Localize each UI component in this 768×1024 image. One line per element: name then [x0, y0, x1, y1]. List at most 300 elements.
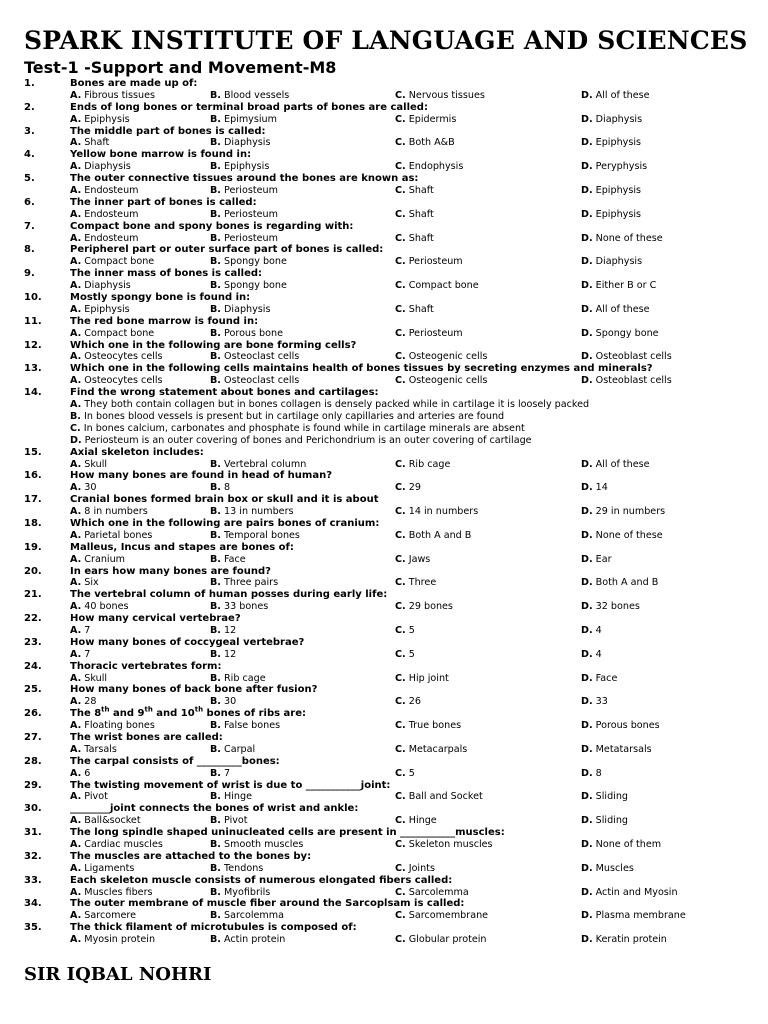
- option-c: C. 5: [395, 767, 415, 779]
- option-letter: D.: [581, 791, 593, 803]
- option-c: C. Sarcomembrane: [395, 910, 489, 922]
- option-letter: D.: [581, 910, 593, 922]
- option-a: A. Epiphysis: [70, 113, 130, 125]
- option-letter: B.: [210, 375, 221, 387]
- option-a: A. Osteocytes cells: [70, 351, 163, 363]
- option-b: B. Sarcolemma: [210, 910, 285, 922]
- option-c: C. Joints: [395, 862, 435, 874]
- option-b: B. Blood vessels: [210, 89, 290, 101]
- option-d: D. Plasma membrane: [581, 910, 686, 922]
- option-c: C. Metacarpals: [395, 743, 468, 755]
- question-number: 16.: [24, 470, 42, 482]
- option-letter: C.: [395, 720, 406, 732]
- option-a: A. 8 in numbers: [70, 506, 148, 518]
- question-number: 1.: [24, 78, 35, 89]
- question-text-part: The 8: [70, 708, 102, 720]
- option-letter: A.: [70, 399, 82, 411]
- option-d: D. Face: [581, 672, 618, 684]
- question-number: 15.: [24, 446, 42, 458]
- option-c: C. Shaft: [395, 185, 434, 197]
- option-letter: A.: [70, 934, 82, 946]
- option-letter: B.: [210, 624, 221, 636]
- question-item: [24, 268, 754, 292]
- option-letter: C.: [395, 696, 406, 708]
- option-letter: D.: [581, 815, 593, 827]
- question-item: [24, 875, 754, 899]
- option-d: D. Osteoblast cells: [581, 375, 672, 387]
- option-letter: C.: [395, 934, 406, 946]
- question-number: 25.: [24, 684, 42, 696]
- question-list: [24, 78, 754, 946]
- option-letter: C.: [395, 375, 406, 387]
- option-letter: A.: [70, 232, 82, 244]
- question-text: Peripherel part or outer surface part of bones is called:: [70, 244, 384, 256]
- question-item: [24, 340, 754, 364]
- question-text: The outer membrane of muscle fiber around the Sarcoplsam is called:: [70, 898, 465, 910]
- question-text: Ends of long bones or terminal broad parts of bones are called:: [70, 101, 428, 113]
- question-text: Which one in the following are bone forming cells?: [70, 339, 357, 351]
- option-d: D. All of these: [581, 303, 650, 315]
- question-text: Thoracic vertebrates form:: [70, 660, 222, 672]
- option-letter: C.: [395, 137, 406, 149]
- option-d: D. Ear: [581, 553, 612, 565]
- option-b: B. Hinge: [210, 791, 252, 803]
- option-letter: D.: [581, 482, 593, 494]
- option-a: A. 7: [70, 648, 91, 660]
- option-b: B. Diaphysis: [210, 303, 271, 315]
- question-number: 27.: [24, 731, 42, 743]
- option-b: B. Myofibrils: [210, 886, 271, 898]
- option-c: C. Ball and Socket: [395, 791, 483, 803]
- option-letter: C.: [395, 208, 406, 220]
- option-letter: B.: [210, 601, 221, 613]
- option-b: B. Epiphysis: [210, 161, 270, 173]
- statement-option-d: D. Periosteum is an outer covering of bones and Perichondrium is an outer covering of cartilage: [70, 434, 532, 446]
- option-a: A. 6: [70, 767, 91, 779]
- option-letter: B.: [210, 482, 221, 494]
- question-number: 9.: [24, 268, 35, 280]
- question-text: Axial skeleton includes:: [70, 446, 204, 458]
- option-letter: D.: [581, 648, 593, 660]
- question-item: [24, 197, 754, 221]
- option-d: D. Metatarsals: [581, 743, 652, 755]
- question-number: 5.: [24, 173, 35, 185]
- option-d: D. Diaphysis: [581, 113, 643, 125]
- question-text-part: and 10: [152, 708, 195, 720]
- option-c: C. Nervous tissues: [395, 89, 485, 101]
- option-letter: C.: [395, 280, 406, 292]
- question-text: The thick filament of microtubules is composed of:: [70, 922, 357, 934]
- option-b: B. Epimysium: [210, 113, 277, 125]
- question-number: 8.: [24, 244, 35, 256]
- question-item: [24, 780, 754, 804]
- question-text: How many bones of back bone after fusion?: [70, 684, 318, 696]
- option-letter: C.: [395, 458, 406, 470]
- question-number: 4.: [24, 149, 35, 161]
- option-d: D. Actin and Myosin: [581, 886, 678, 898]
- question-item: [24, 244, 754, 268]
- option-letter: D.: [581, 185, 593, 197]
- option-d: D. 29 in numbers: [581, 506, 666, 518]
- question-text: How many bones of coccygeal vertebrae?: [70, 636, 305, 648]
- option-letter: D.: [581, 89, 593, 101]
- option-d: D. Epiphysis: [581, 185, 641, 197]
- option-letter: C.: [395, 791, 406, 803]
- question-text: The inner part of bones is called:: [70, 196, 257, 208]
- option-letter: B.: [210, 303, 221, 315]
- ordinal-suffix: th: [144, 705, 153, 714]
- question-number: 13.: [24, 363, 42, 375]
- question-number: 29.: [24, 779, 42, 791]
- question-text: The twisting movement of wrist is due to ___________joint:: [70, 779, 391, 791]
- option-letter: D.: [581, 862, 593, 874]
- option-d: D. 33: [581, 696, 608, 708]
- option-a: A. Compact bone: [70, 327, 155, 339]
- option-letter: B.: [210, 208, 221, 220]
- question-number: 14.: [24, 387, 42, 399]
- option-letter: C.: [395, 113, 406, 125]
- option-d: D. Keratin protein: [581, 934, 667, 946]
- option-d: D. Peryphysis: [581, 161, 648, 173]
- question-text: Bones are made up of:: [70, 78, 198, 89]
- option-letter: B.: [210, 696, 221, 708]
- option-b: B. Tendons: [210, 862, 264, 874]
- question-text: The vertebral column of human posses during early life:: [70, 589, 388, 601]
- option-a: A. 7: [70, 624, 91, 636]
- option-c: C. 26: [395, 696, 421, 708]
- option-letter: A.: [70, 303, 82, 315]
- option-c: C. Periosteum: [395, 256, 463, 268]
- question-number: 6.: [24, 196, 35, 208]
- option-a: A. Ball&socket: [70, 815, 141, 827]
- option-d: D. 4: [581, 624, 602, 636]
- option-letter: C.: [395, 161, 406, 173]
- question-item: [24, 898, 754, 922]
- option-letter: A.: [70, 280, 82, 292]
- option-letter: D.: [581, 351, 593, 363]
- question-text: The outer connective tissues around the bones are known as:: [70, 173, 419, 185]
- option-letter: D.: [581, 553, 593, 565]
- option-letter: D.: [581, 529, 593, 541]
- option-d: D. Epiphysis: [581, 137, 641, 149]
- option-a: A. 30: [70, 482, 97, 494]
- option-letter: B.: [210, 113, 221, 125]
- question-item: [24, 613, 754, 637]
- option-b: B. Periosteum: [210, 232, 278, 244]
- option-letter: B.: [210, 815, 221, 827]
- option-b: B. Spongy bone: [210, 280, 287, 292]
- question-item: [24, 363, 754, 387]
- option-b: B. 30: [210, 696, 237, 708]
- option-d: D. Muscles: [581, 862, 634, 874]
- option-letter: C.: [395, 601, 406, 613]
- option-letter: B.: [210, 529, 221, 541]
- option-letter: B.: [210, 886, 221, 898]
- option-letter: A.: [70, 375, 82, 387]
- option-d: D. None of these: [581, 232, 663, 244]
- option-letter: D.: [581, 113, 593, 125]
- option-letter: C.: [395, 89, 406, 101]
- option-b: B. Osteoclast cells: [210, 375, 300, 387]
- option-letter: D.: [581, 696, 593, 708]
- question-text: Which one in the following are pairs bones of cranium:: [70, 517, 380, 529]
- author-name: SIR IQBAL NOHRI: [24, 964, 212, 985]
- option-letter: D.: [581, 137, 593, 149]
- question-number: 7.: [24, 220, 35, 232]
- option-b: B. 12: [210, 624, 237, 636]
- option-letter: C.: [395, 232, 406, 244]
- option-c: C. Jaws: [395, 553, 431, 565]
- option-a: A. Floating bones: [70, 720, 155, 732]
- option-c: C. Periosteum: [395, 327, 463, 339]
- option-b: B. Pivot: [210, 815, 248, 827]
- option-letter: A.: [70, 648, 82, 660]
- question-text-part: and 9: [109, 708, 145, 720]
- option-a: A. Shaft: [70, 137, 110, 149]
- option-c: C. Compact bone: [395, 280, 479, 292]
- option-b: B. 7: [210, 767, 231, 779]
- option-letter: D.: [581, 886, 593, 898]
- question-text: How many cervical vertebrae?: [70, 613, 241, 625]
- option-letter: A.: [70, 351, 82, 363]
- option-b: B. Temporal bones: [210, 529, 300, 541]
- option-c: C. Osteogenic cells: [395, 351, 488, 363]
- question-number: 22.: [24, 613, 42, 625]
- question-number: 11.: [24, 315, 42, 327]
- option-letter: A.: [70, 672, 82, 684]
- question-text: Find the wrong statement about bones and cartilages:: [70, 387, 379, 399]
- option-b: B. Carpal: [210, 743, 256, 755]
- question-number: 28.: [24, 755, 42, 767]
- option-c: C. Sarcolemma: [395, 886, 469, 898]
- option-a: A. Cranium: [70, 553, 125, 565]
- question-item: [24, 827, 754, 851]
- option-b: B. 8: [210, 482, 231, 494]
- question-text: Malleus, Incus and stapes are bones of:: [70, 541, 294, 553]
- option-letter: C.: [395, 529, 406, 541]
- question-number: 33.: [24, 874, 42, 886]
- option-c: C. Endophysis: [395, 161, 464, 173]
- ordinal-suffix: th: [194, 705, 204, 714]
- option-letter: A.: [70, 839, 82, 850]
- option-letter: D.: [70, 434, 82, 446]
- option-letter: A.: [70, 208, 82, 220]
- option-letter: D.: [581, 303, 593, 315]
- option-letter: D.: [581, 208, 593, 220]
- option-letter: D.: [581, 601, 593, 613]
- question-text: Mostly spongy bone is found in:: [70, 292, 251, 304]
- option-d: D. Either B or C: [581, 280, 657, 292]
- option-a: A. Diaphysis: [70, 280, 131, 292]
- option-letter: A.: [70, 137, 82, 149]
- option-b: B. 13 in numbers: [210, 506, 294, 518]
- option-letter: A.: [70, 601, 82, 613]
- option-letter: C.: [395, 839, 406, 850]
- option-b: B. Periosteum: [210, 185, 278, 197]
- question-item: [24, 756, 754, 780]
- statement-option-a: A. They both contain collagen but in bones collagen is densely packed while in cartilage it is loosely packed: [70, 399, 590, 411]
- option-c: C. Epidermis: [395, 113, 457, 125]
- option-letter: A.: [70, 696, 82, 708]
- question-text: ________joint connects the bones of wrist and ankle:: [70, 803, 359, 815]
- option-b: B. Actin protein: [210, 934, 286, 946]
- option-letter: C.: [395, 624, 406, 636]
- option-letter: D.: [581, 458, 593, 470]
- option-letter: B.: [210, 767, 221, 779]
- option-b: B. False bones: [210, 720, 281, 732]
- option-d: D. 8: [581, 767, 602, 779]
- option-letter: A.: [70, 506, 82, 518]
- option-letter: B.: [210, 256, 221, 268]
- option-c: C. Globular protein: [395, 934, 487, 946]
- question-item: [24, 387, 754, 446]
- question-item: [24, 589, 754, 613]
- question-number: 31.: [24, 827, 42, 839]
- question-item: [24, 292, 754, 316]
- question-text: The wrist bones are called:: [70, 731, 223, 743]
- question-text: The muscles are attached to the bones by:: [70, 850, 312, 862]
- option-letter: C.: [395, 743, 406, 755]
- option-d: D. 4: [581, 648, 602, 660]
- option-letter: D.: [581, 256, 593, 268]
- question-item: [24, 851, 754, 875]
- question-text: [70, 705, 307, 720]
- ordinal-suffix: th: [101, 705, 110, 714]
- option-c: C. Three: [395, 577, 437, 589]
- question-item: [24, 447, 754, 471]
- question-number: 24.: [24, 660, 42, 672]
- question-text: Compact bone and spony bones is regarding with:: [70, 220, 354, 232]
- option-letter: A.: [70, 185, 82, 197]
- option-letter: B.: [210, 862, 221, 874]
- option-letter: C.: [395, 327, 406, 339]
- question-text: The red bone marrow is found in:: [70, 315, 259, 327]
- question-number: 23.: [24, 636, 42, 648]
- option-letter: A.: [70, 482, 82, 494]
- option-letter: C.: [395, 506, 406, 518]
- option-a: A. Myosin protein: [70, 934, 156, 946]
- option-c: C. 14 in numbers: [395, 506, 479, 518]
- option-letter: B.: [210, 280, 221, 292]
- question-number: 3.: [24, 125, 35, 137]
- option-letter: D.: [581, 577, 593, 589]
- option-c: C. Both A&B: [395, 137, 455, 149]
- option-a: A. Fibrous tissues: [70, 89, 156, 101]
- option-letter: D.: [581, 161, 593, 173]
- option-c: C. Both A and B: [395, 529, 472, 541]
- option-letter: D.: [581, 624, 593, 636]
- option-a: A. Endosteum: [70, 232, 139, 244]
- option-letter: C.: [395, 910, 406, 922]
- question-item: [24, 684, 754, 708]
- option-letter: C.: [395, 767, 406, 779]
- option-d: D. Diaphysis: [581, 256, 643, 268]
- question-text: Each skeleton muscle consists of numerous elongated fibers called:: [70, 874, 453, 886]
- option-a: A. Muscles fibers: [70, 886, 153, 898]
- option-d: D. All of these: [581, 458, 650, 470]
- option-letter: A.: [70, 161, 82, 173]
- option-c: C. Shaft: [395, 303, 434, 315]
- option-a: A. Tarsals: [70, 743, 117, 755]
- question-item: [24, 661, 754, 685]
- option-letter: C.: [395, 303, 406, 315]
- option-a: A. Parietal bones: [70, 529, 153, 541]
- question-number: 17.: [24, 494, 42, 506]
- option-d: D. Sliding: [581, 815, 629, 827]
- option-letter: B.: [210, 791, 221, 803]
- option-d: D. All of these: [581, 89, 650, 101]
- option-a: A. Epiphysis: [70, 303, 130, 315]
- option-c: C. True bones: [395, 720, 462, 732]
- option-letter: B.: [210, 327, 221, 339]
- option-a: A. Compact bone: [70, 256, 155, 268]
- question-item: [24, 102, 754, 126]
- option-letter: B.: [210, 553, 221, 565]
- question-item: [24, 705, 754, 732]
- option-letter: B.: [210, 161, 221, 173]
- question-item: [24, 494, 754, 518]
- question-number: 10.: [24, 292, 42, 304]
- option-letter: C.: [395, 815, 406, 827]
- option-b: B. Smooth muscles: [210, 839, 304, 850]
- option-letter: A.: [70, 791, 82, 803]
- option-c: C. Shaft: [395, 232, 434, 244]
- option-d: D. Osteoblast cells: [581, 351, 672, 363]
- option-d: D. 32 bones: [581, 601, 640, 613]
- option-a: A. Pivot: [70, 791, 108, 803]
- question-number: 35.: [24, 922, 42, 934]
- option-letter: A.: [70, 553, 82, 565]
- option-a: A. 40 bones: [70, 601, 129, 613]
- question-text: The long spindle shaped uninucleated cells are present in ___________muscles:: [70, 827, 505, 839]
- question-item: [24, 922, 754, 946]
- option-b: B. Periosteum: [210, 208, 278, 220]
- question-item: [24, 803, 754, 827]
- question-number: 21.: [24, 589, 42, 601]
- option-letter: D.: [581, 720, 593, 732]
- question-number: 2.: [24, 101, 35, 113]
- option-letter: D.: [581, 506, 593, 518]
- question-item: [24, 221, 754, 245]
- option-letter: C.: [70, 422, 81, 434]
- question-number: 30.: [24, 803, 42, 815]
- option-letter: B.: [210, 910, 221, 922]
- option-b: B. Three pairs: [210, 577, 279, 589]
- option-letter: A.: [70, 743, 82, 755]
- option-letter: A.: [70, 113, 82, 125]
- option-letter: C.: [395, 553, 406, 565]
- option-letter: D.: [581, 672, 593, 684]
- option-c: C. 29: [395, 482, 421, 494]
- option-letter: D.: [581, 375, 593, 387]
- option-d: D. None of them: [581, 839, 662, 850]
- option-letter: A.: [70, 256, 82, 268]
- question-number: 32.: [24, 850, 42, 862]
- option-a: A. Endosteum: [70, 208, 139, 220]
- option-letter: B.: [210, 458, 221, 470]
- option-d: D. Sliding: [581, 791, 629, 803]
- option-c: C. 5: [395, 648, 415, 660]
- option-letter: D.: [581, 280, 593, 292]
- question-item: [24, 470, 754, 494]
- option-letter: C.: [395, 577, 406, 589]
- option-letter: C.: [395, 185, 406, 197]
- option-c: C. Skeleton muscles: [395, 839, 493, 850]
- option-letter: B.: [210, 506, 221, 518]
- question-item: [24, 316, 754, 340]
- question-item: [24, 78, 754, 102]
- question-number: 26.: [24, 708, 42, 720]
